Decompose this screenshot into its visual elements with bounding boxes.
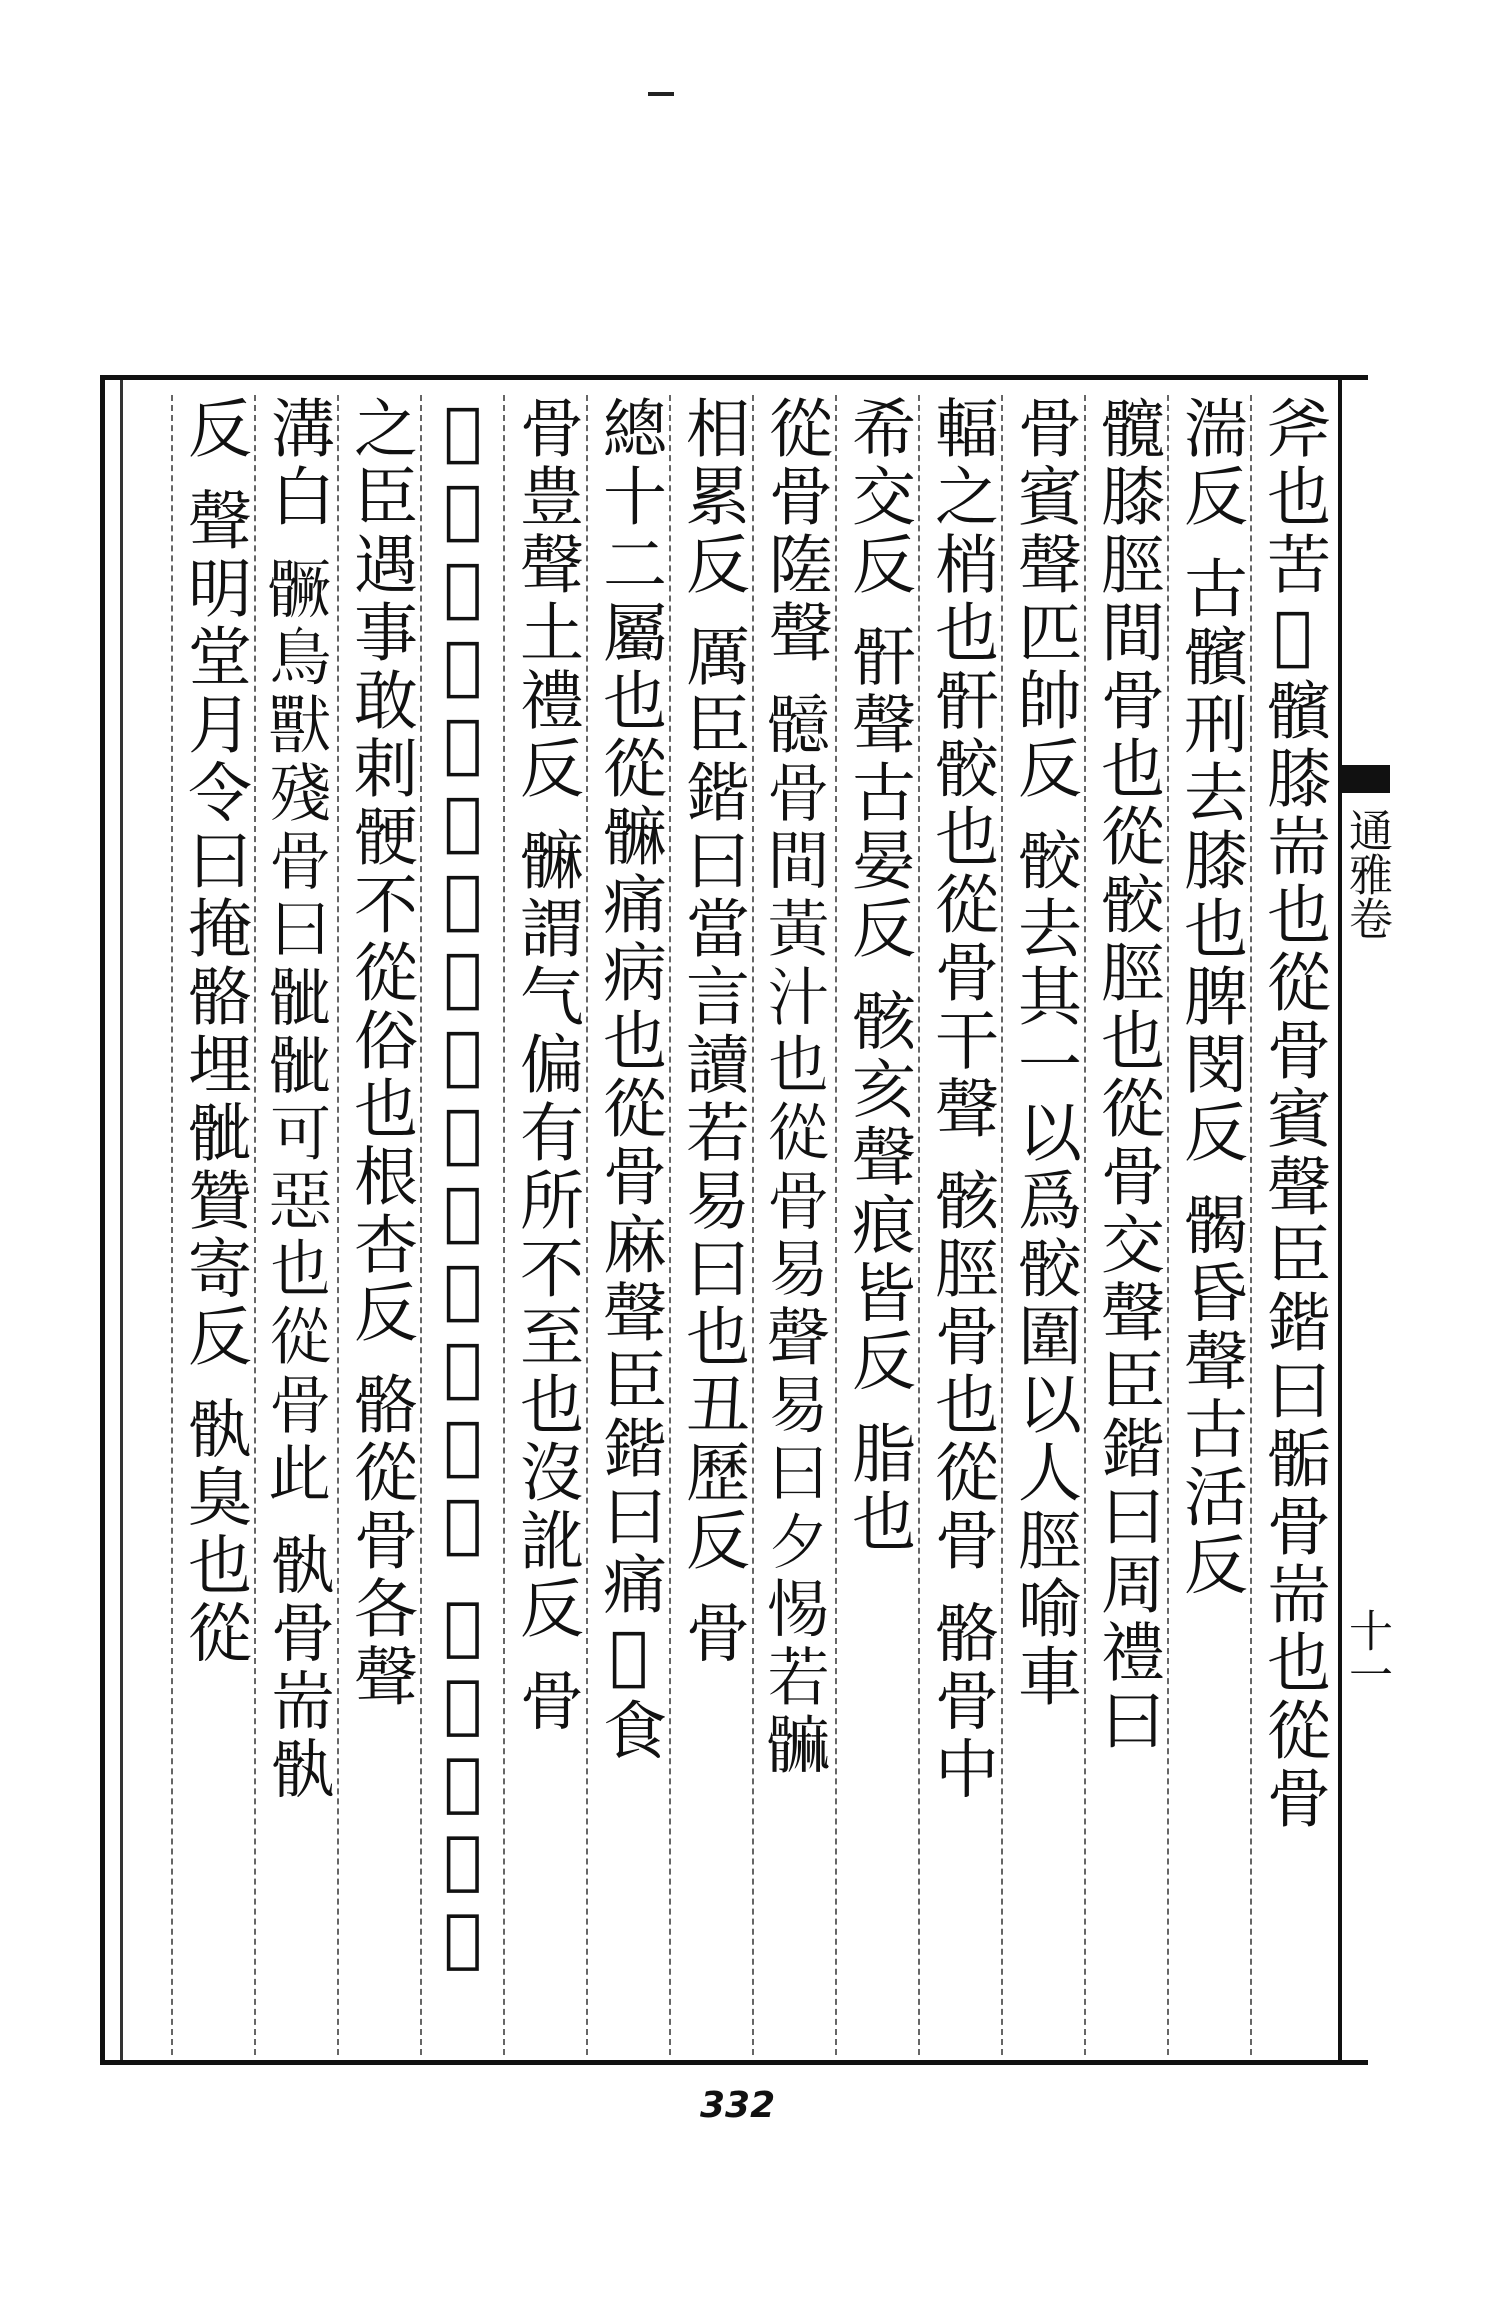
text-column: 總十二屬也從髍痛病也從骨麻聲臣鍇曰痛𩪓食	[586, 395, 672, 2055]
text-column: 湍反 古髕刑去膝也脾閔反 𩩲昏聲古活反	[1167, 395, 1253, 2055]
left-inner-rule	[120, 380, 123, 2060]
fishtail-mark	[1342, 765, 1390, 793]
margin-folio: 十一	[1341, 1608, 1392, 1696]
top-mark	[648, 92, 674, 96]
text-column: 骨豊聲土禮反 髍謂气偏有所不至也沒訛反 骨	[503, 395, 589, 2055]
text-column: 反 聲明堂月令曰掩骼埋骴贊寄反 骫臭也從	[171, 395, 257, 2055]
text-column: 斧也苦𩪬髕膝耑也從骨賓聲臣鍇曰骺骨耑也從骨	[1250, 395, 1336, 2055]
text-column: 溝白 𩪗鳥獸殘骨曰骴骴可惡也從骨此 骫骨耑骫	[254, 395, 340, 2055]
page-number: 332	[700, 2085, 776, 2126]
text-column: 從骨隓聲 𩪣骨間黃汁也從骨易聲易曰夕惕若髍	[752, 395, 838, 2055]
text-column: 髖膝脛間骨也從骹脛也從骨交聲臣鍇曰周禮曰	[1084, 395, 1170, 2055]
text-column: 相累反 厲臣鍇曰當言讀若易曰也丑歷反 骨	[669, 395, 755, 2055]
text-column: 之臣遇事敢剌骾不從俗也根杏反 骼從骨各聲	[337, 395, 423, 2055]
text-column: 骨賓聲匹帥反 骹去其一以爲骹圍以人脛喻車	[1001, 395, 1087, 2055]
margin-title: 通雅卷	[1341, 808, 1392, 940]
text-column: 希交反 骭聲古晏反 骸亥聲痕皆反 脂也	[835, 395, 921, 2055]
text-column: 輻之梢也骭骹也從骨干聲 骸脛骨也從骨 骼骨中	[918, 395, 1004, 2055]
margin-column	[1340, 378, 1390, 2062]
text-column: 𩪓咽中也從骨叜聲臣鍇曰古有骨骾 𩪔禽獸之骨	[420, 395, 506, 2055]
